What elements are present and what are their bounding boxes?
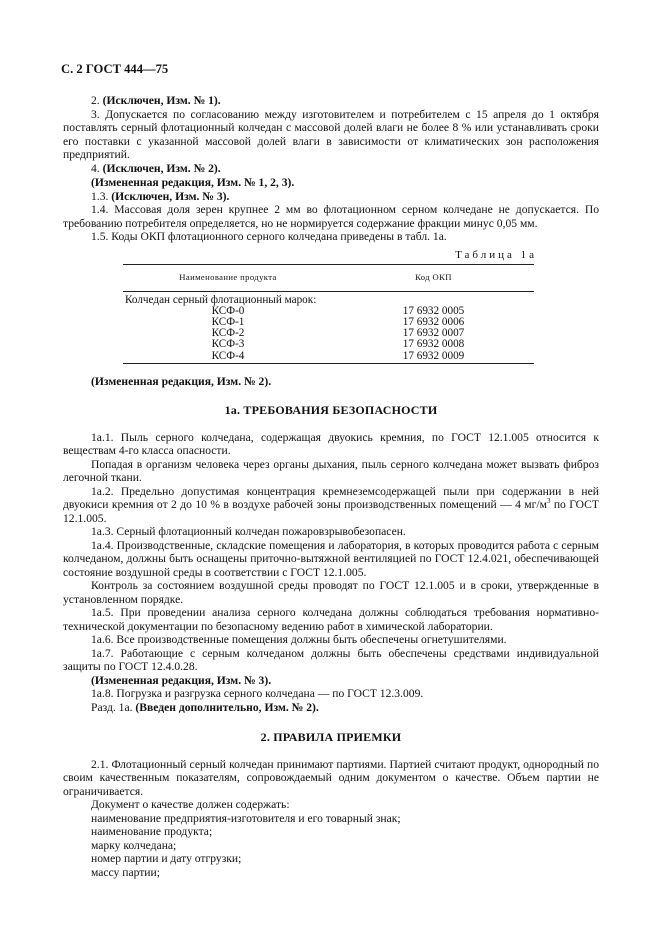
table-row	[123, 339, 534, 350]
grade-cell: КСФ-4	[123, 351, 333, 364]
code-cell: 17 6932 0007	[402, 327, 465, 340]
list-item: номер партии и дату отгрузки;	[91, 852, 242, 866]
code-cell: 17 6932 0006	[402, 315, 465, 328]
code-cell: 17 6932 0005	[402, 304, 465, 317]
grade-cell: КСФ-3	[211, 338, 245, 351]
section-title-safety: 1а. ТРЕБОВАНИЯ БЕЗОПАСНОСТИ	[224, 403, 438, 418]
table-header-row	[123, 265, 534, 292]
paragraph: Попадая в организм человека через органы дыхания, пыль серного колчедана может вызвать фиброз легочной ткани.	[63, 457, 599, 485]
clause-1a-8: 1а.8. Погрузка и разгрузка серного колчедана — по ГОСТ 12.3.009.	[91, 687, 424, 701]
page-header: С. 2 ГОСТ 444—75	[61, 62, 169, 76]
revision-note-1: (Измененная редакция, Изм. № 1, 2, 3).	[91, 176, 295, 189]
table-caption: Таблица 1а	[455, 248, 537, 261]
clause-2-1: 2.1. Флотационный серный колчедан принимают партиями. Партией считают продукт, однородный по своим качественным показателям, сопровождаемый одним документом о качестве. Объем партии не ограничивается.	[63, 757, 599, 798]
clause-1a-1: 1а.1. Пыль серного колчедана, содержащая двуокись кремния, по ГОСТ 12.1.005 относится к веществам 4-го класса опасности.	[63, 430, 599, 458]
clause-1a-2: 1а.2. Предельно допустимая концентрация кремнеземсодержащей пыли при содержании в ней двуокиси кремния от 2 до 10 % в воздухе рабочей зоны производственных помещений — 4 $мг/м^3$ по ГОСТ 12.1.005.	[63, 484, 599, 525]
clause-4: 4. (Исключен, Изм. № 2).	[91, 161, 221, 175]
clause-1a-4: 1а.4. Производственные, складские помещения и лаборатория, в которых проводится работа с серным колчеданом, должны быть оснащены приточно-вытяжной вентиляцией по ГОСТ 12.4.021, обеспечивающей состояние воздушной среды в соответствии с ГОСТ 12.1.005.	[63, 538, 599, 579]
clause-1a-6: 1а.6. Все производственные помещения должны быть обеспечены огнетушителями.	[91, 633, 507, 647]
table-row	[123, 317, 534, 328]
clause-1a-5: 1а.5. При проведении анализа серного колчедана должны соблюдаться требования нормативно-технической документации по безопасному ведению работ в химической лаборатории.	[63, 606, 599, 633]
list-item: наименование предприятия-изготовителя и его товарный знак;	[91, 811, 401, 825]
col-code-header: Код ОКП	[333, 265, 534, 292]
clause-3: 3. Допускается по согласованию между изготовителем и потребителем с 15 апреля до 1 октября поставлять серный флотационный колчедан с массовой долей влаги не более 8 % или устанавливать сроки его поставки с указанной массовой долей влаги в зависимости от климатических зон расположения предприятий.	[63, 107, 599, 161]
clause-2: 2. (Исключен, Изм. № 1).	[91, 94, 221, 107]
clause-1-4: 1.4. Массовая доля зерен крупнее 2 мм во флотационном серном колчедане не допускается. По требованию потребителя определяется, но не нормируется содержание фракции минус 0,05 мм.	[63, 203, 599, 230]
grade-cell: КСФ-1	[211, 315, 245, 328]
list-item: наименование продукта;	[91, 825, 213, 839]
list-item: массу партии;	[91, 865, 160, 879]
clause-1a-3: 1а.3. Серный флотационный колчедан пожаровзрывобезопасен.	[91, 525, 406, 539]
document-body	[63, 94, 599, 879]
table-row	[123, 351, 534, 364]
table-group-label: Колчедан серный флотационный марок:	[125, 293, 317, 306]
clause-1-5: 1.5. Коды ОКП флотационного серного колчедана приведены в табл. 1а.	[91, 230, 447, 243]
revision-note-3: (Измененная редакция, Изм. № 3).	[91, 673, 272, 687]
paragraph: Документ о качестве должен содержать:	[91, 798, 290, 812]
list-item: марку колчедана;	[91, 838, 177, 852]
section-note: Разд. 1а. (Введен дополнительно, Изм. № 2).	[91, 700, 319, 714]
clause-1a-7: 1а.7. Работающие с серным колчеданом должны быть обеспечены средствами индивидуальной защиты по ГОСТ 12.4.0.28.	[63, 646, 599, 674]
okp-codes-table	[123, 264, 534, 364]
col-product-header: Наименование продукта	[123, 265, 333, 292]
code-cell: 17 6932 0009	[333, 351, 534, 364]
section-title-acceptance: 2. ПРАВИЛА ПРИЕМКИ	[260, 730, 402, 745]
table-row	[123, 328, 534, 339]
grade-cell: КСФ-0	[211, 304, 245, 317]
paragraph: Контроль за состоянием воздушной среды проводят по ГОСТ 12.1.005 и в сроки, утвержденные в установленном порядке.	[63, 579, 599, 606]
revision-note-2: (Измененная редакция, Изм. № 2).	[91, 374, 272, 388]
grade-cell: КСФ-2	[211, 327, 245, 340]
clause-1-3: 1.3. (Исключен, Изм. № 3).	[91, 189, 230, 203]
table-row	[123, 291, 534, 306]
table-row	[123, 306, 534, 317]
code-cell: 17 6932 0008	[402, 338, 465, 351]
